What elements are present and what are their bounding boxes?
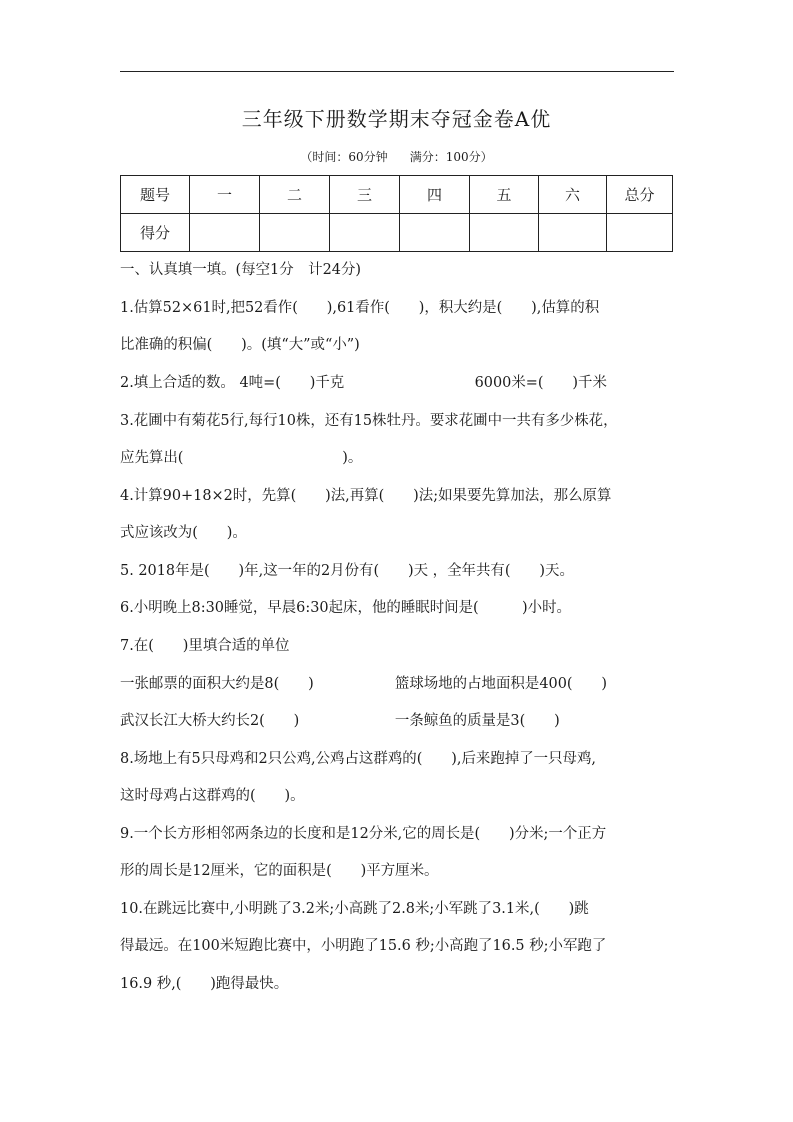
question-3-line-1: 3.花圃中有菊花5行,每行10株，还有15株牡丹。要求花圃中一共有多少株花，	[120, 413, 618, 429]
score-cell[interactable]	[607, 214, 673, 252]
question-7-row-2	[120, 711, 678, 731]
question-7-item-a: 一张邮票的面积大约是8( )	[120, 676, 314, 692]
header-cell: 四	[400, 176, 470, 214]
question-9-line-1: 9.一个长方形相邻两条边的长度和是12分米,它的周长是( )分米;一个正方	[120, 826, 607, 842]
question-1-line-1: 1.估算52×61时,把52看作( ),61看作( )，积大约是( ),估算的积	[120, 300, 600, 316]
top-rule	[120, 71, 674, 72]
question-7-item-c: 武汉长江大桥大约长2( )	[120, 713, 300, 729]
question-4-line-2: 式应该改为( )。	[120, 525, 247, 541]
question-5: 5. 2018年是( )年,这一年的2月份有( )天 ，全年共有( )天。	[120, 563, 574, 579]
section-heading: 一、认真填一填。(每空1分 计24分)	[120, 262, 362, 278]
question-8-line-2: 这时母鸡占这群鸡的( )。	[120, 788, 305, 804]
header-cell: 六	[539, 176, 607, 214]
question-9-line-2: 形的周长是12厘米，它的面积是( )平方厘米。	[120, 863, 439, 879]
question-2-part-a: 2.填上合适的数。 4吨=( )千克	[120, 375, 345, 391]
question-4-line-1: 4.计算90+18×2时，先算( )法,再算( )法;如果要先算加法，那么原算	[120, 488, 612, 504]
question-6: 6.小明晚上8:30睡觉，早晨6:30起床，他的睡眠时间是( )小时。	[120, 600, 571, 616]
exam-title: 三年级下册数学期末夺冠金卷A优	[241, 107, 552, 131]
header-cell: 三	[330, 176, 400, 214]
score-table	[120, 175, 673, 252]
score-cell[interactable]	[400, 214, 470, 252]
header-cell: 五	[470, 176, 539, 214]
question-7-item-b: 篮球场地的占地面积是400( )	[394, 676, 608, 692]
score-cell[interactable]	[470, 214, 539, 252]
header-cell: 总分	[607, 176, 673, 214]
question-2-part-b: 6000米=( )千米	[474, 375, 607, 391]
header-cell: 一	[190, 176, 260, 214]
question-3-line-2: 应先算出( )。	[120, 450, 363, 466]
question-10-line-1: 10.在跳远比赛中,小明跳了3.2米;小高跳了2.8米;小军跳了3.1米,( )跳	[120, 901, 589, 917]
exam-subtitle	[0, 148, 793, 165]
question-8-line-1: 8.场地上有5只母鸡和2只公鸡,公鸡占这群鸡的( ),后来跑掉了一只母鸡,	[120, 751, 597, 767]
question-1-line-2: 比准确的积偏( )。(填“大”或“小”)	[120, 337, 360, 353]
question-10-line-2: 得最远。在100米短跑比赛中，小明跑了15.6 秒;小高跑了16.5 秒;小军跑了	[120, 938, 607, 954]
score-cell[interactable]	[330, 214, 400, 252]
header-cell: 题号	[121, 176, 190, 214]
header-cell: 二	[260, 176, 330, 214]
score-row-label: 得分	[121, 214, 190, 252]
question-7-row-1	[120, 674, 678, 694]
time-info: （时间：60分钟	[300, 150, 388, 164]
question-7-item-d: 一条鲸鱼的质量是3( )	[394, 713, 560, 729]
score-cell[interactable]	[190, 214, 260, 252]
score-cell[interactable]	[260, 214, 330, 252]
question-2	[120, 373, 678, 393]
question-7-intro: 7.在( )里填合适的单位	[120, 638, 290, 654]
score-table-header-row	[121, 176, 673, 214]
full-score-info: 满分：100分）	[409, 150, 493, 164]
score-table-score-row	[121, 214, 673, 252]
question-10-line-3: 16.9 秒,( )跑得最快。	[120, 976, 289, 992]
score-cell[interactable]	[539, 214, 607, 252]
